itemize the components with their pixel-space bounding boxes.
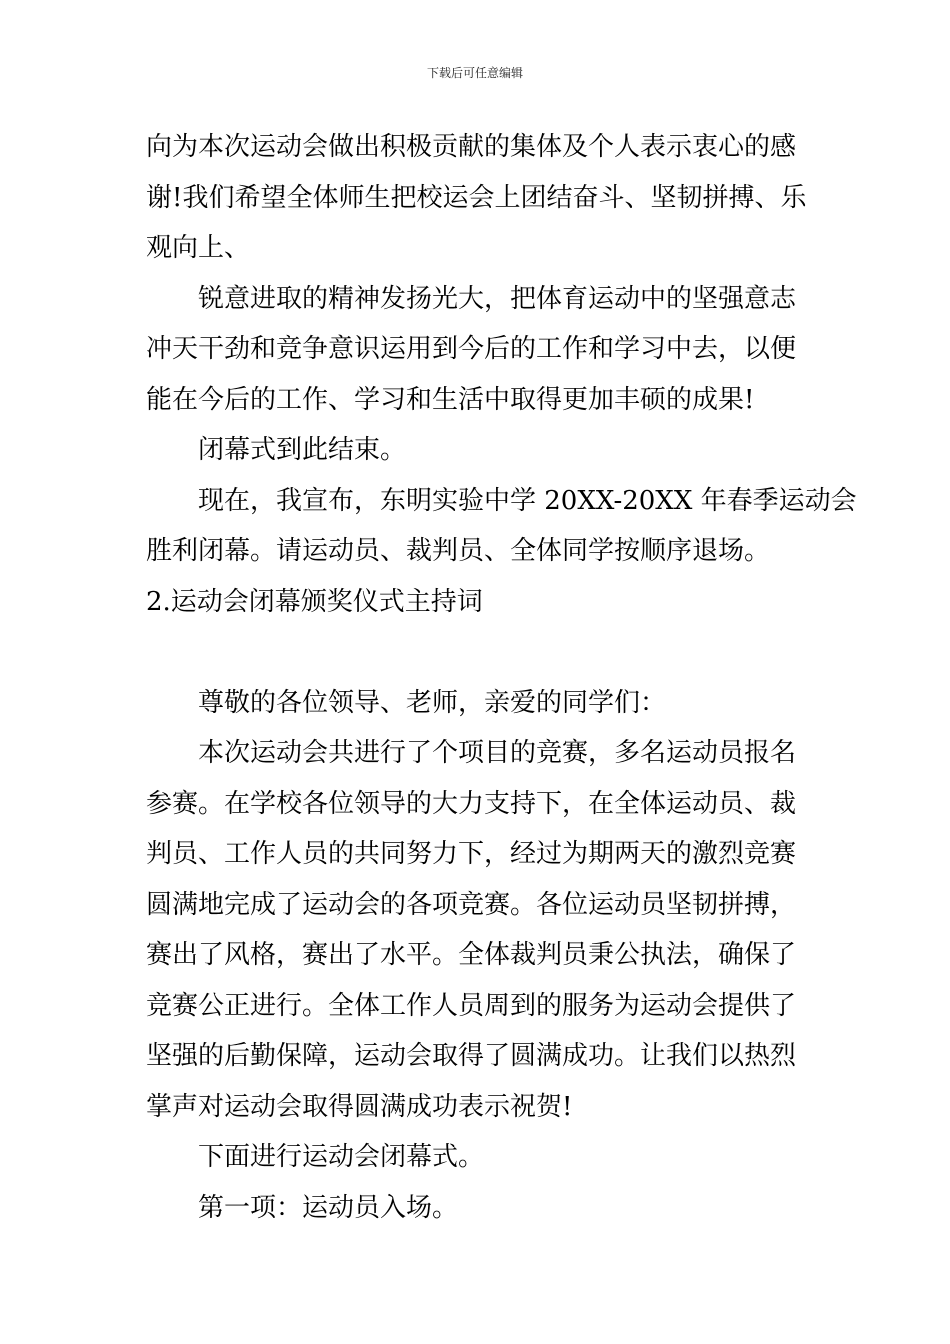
text-line: 下面进行运动会闭幕式。 <box>198 1142 485 1172</box>
text-line: 谢!我们希望全体师生把校运会上团结奋斗、坚韧拼搏、乐 <box>146 182 807 213</box>
text-line: 判员、工作人员的共同努力下，经过为期两天的激烈竞赛 <box>146 839 797 869</box>
text-line: 能在今后的工作、学习和生活中取得更加丰硕的成果! <box>146 384 755 415</box>
text-line: 本次运动会共进行了个项目的竞赛，多名运动员报名 <box>198 738 797 768</box>
text-line: 圆满地完成了运动会的各项竞赛。各位运动员坚韧拼搏， <box>146 889 797 920</box>
text-line: 第一项：运动员入场。 <box>198 1192 459 1223</box>
text-line: 参赛。在学校各位领导的大力支持下，在全体运动员、裁 <box>146 788 797 819</box>
text-line: 锐意进取的精神发扬光大，把体育运动中的坚强意志 <box>198 283 797 314</box>
page-header: 下载后可任意编辑 <box>426 66 523 80</box>
text-line: 观向上、 <box>146 233 251 263</box>
text-line: 坚强的后勤保障，运动会取得了圆满成功。让我们以热烈 <box>146 1041 797 1071</box>
text-line: 掌声对运动会取得圆满成功表示祝贺! <box>146 1091 573 1122</box>
text-line: 胜利闭幕。请运动员、裁判员、全体同学按顺序退场。 <box>146 536 771 566</box>
text-line: 现在，我宣布，东明实验中学 20XX-20XX 年春季运动会 <box>198 485 857 516</box>
salutation: 尊敬的各位领导、老师，亲爱的同学们： <box>198 687 667 718</box>
text-line: 赛出了风格，赛出了水平。全体裁判员秉公执法，确保了 <box>146 940 797 970</box>
document-body <box>146 122 857 1233</box>
section-heading: 2.运动会闭幕颁奖仪式主持词 <box>146 586 483 617</box>
text-line: 竞赛公正进行。全体工作人员周到的服务为运动会提供了 <box>146 990 797 1021</box>
text-line: 闭幕式到此结束。 <box>198 435 407 465</box>
text-line: 冲天干劲和竞争意识运用到今后的工作和学习中去，以便 <box>146 334 797 364</box>
blank-line <box>146 627 811 678</box>
text-line: 向为本次运动会做出积极贡献的集体及个人表示衷心的感 <box>146 132 797 162</box>
